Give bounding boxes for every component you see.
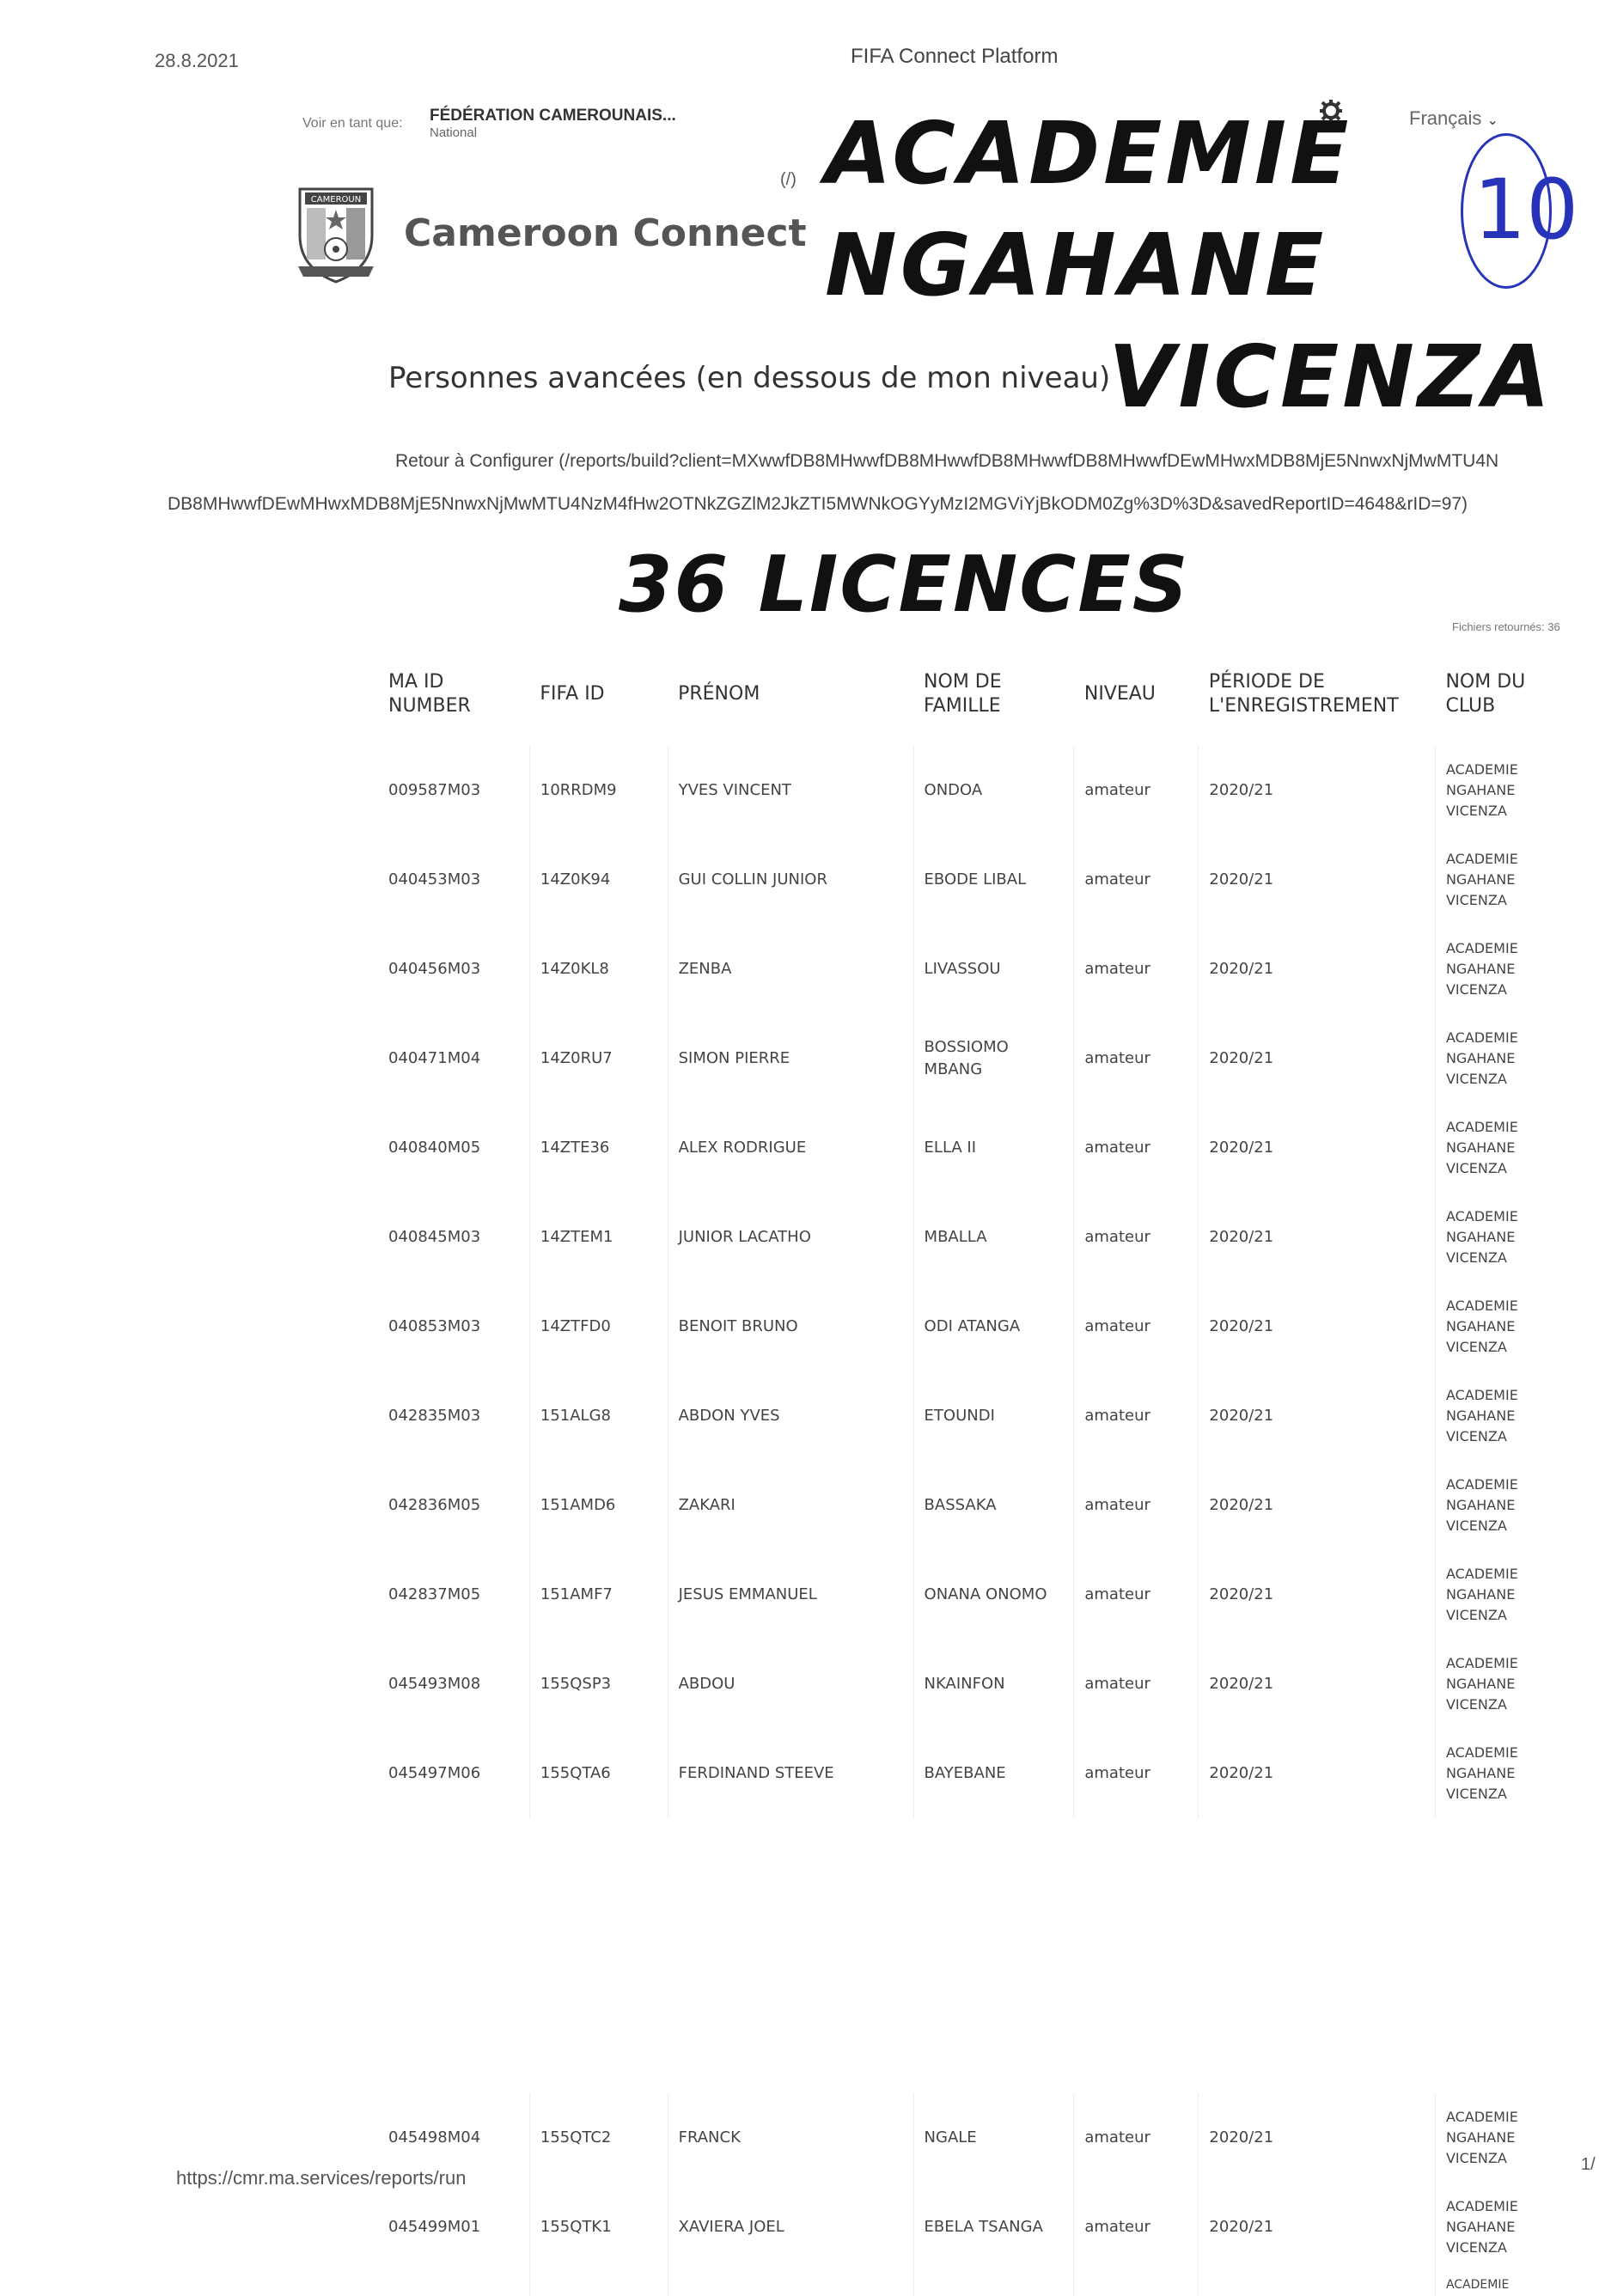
empty-cell [913, 2272, 1074, 2296]
col-last-name[interactable]: NOM DE FAMILLE [924, 671, 1002, 717]
club-name-cell: ACADEMIE NGAHANE VICENZA [1435, 2093, 1538, 2183]
footer-url: https://cmr.ma.services/reports/run [176, 2167, 467, 2189]
table-row [378, 1193, 1538, 1282]
fifa-id-cell: 14ZTE36 [529, 1103, 668, 1193]
col-ma-id[interactable]: MA ID NUMBER [388, 671, 471, 717]
period-cell: 2020/21 [1199, 1014, 1436, 1103]
ma-id-cell: 042835M03 [388, 1407, 481, 1425]
col-level[interactable]: NIVEAU [1083, 683, 1156, 705]
fifa-id-cell: 155QTA6 [529, 1729, 668, 1818]
view-as-label: Voir en tant que: [302, 116, 403, 131]
club-name-cell: ACADEMIE NGAHANE VICENZA [1435, 1014, 1538, 1103]
fifa-id-cell: 10RRDM9 [529, 746, 668, 835]
table-row [378, 1640, 1538, 1729]
club-name-cell: ACADEMIE NGAHANE VICENZA [1435, 746, 1538, 835]
ma-id-cell: 009587M03 [388, 781, 481, 799]
last-name-cell: MBALLA [913, 1193, 1074, 1282]
ma-id-cell: 045497M06 [388, 1764, 481, 1782]
club-name-cell: ACADEMIE NGAHANE VICENZA [1435, 1282, 1538, 1371]
period-cell: 2020/21 [1199, 1103, 1436, 1193]
last-name-cell: NKAINFON [913, 1640, 1074, 1729]
club-name-cell: ACADEMIE NGAHANE VICENZA [1435, 1461, 1538, 1550]
fifa-id-cell: 151ALG8 [529, 1371, 668, 1461]
chevron-down-icon: ⌄ [1486, 113, 1498, 128]
level-cell: amateur [1074, 1550, 1199, 1640]
ma-id-cell: 040845M03 [388, 1228, 481, 1246]
club-name-cell: ACADEMIE NGAHANE VICENZA [1435, 1640, 1538, 1729]
fifa-id-cell: 14Z0RU7 [529, 1014, 668, 1103]
empty-cell [1199, 2272, 1436, 2296]
level-cell: amateur [1074, 1103, 1199, 1193]
last-name-cell: NGALE [913, 2093, 1074, 2183]
period-cell: 2020/21 [1199, 835, 1436, 925]
fifa-id-cell: 155QTK1 [529, 2183, 668, 2272]
fifa-id-cell: 14Z0KL8 [529, 925, 668, 1014]
ma-id-cell: 042836M05 [388, 1496, 481, 1514]
period-cell: 2020/21 [1199, 2093, 1436, 2183]
club-name-cell: ACADEMIE NGAHANE VICENZA [1435, 1550, 1538, 1640]
circled-number-text: 10 [1474, 162, 1579, 258]
table-row [378, 1282, 1538, 1371]
results-count: Fichiers retournés: 36 [1452, 620, 1560, 633]
table-row [378, 1550, 1538, 1640]
first-name-cell: ABDON YVES [668, 1371, 913, 1461]
last-name-cell: EBODE LIBAL [913, 835, 1074, 925]
federation-level: National [430, 125, 478, 140]
fifa-id-cell: 151AMD6 [529, 1461, 668, 1550]
level-cell: amateur [1074, 835, 1199, 925]
table-row [378, 746, 1538, 835]
table-header-row [378, 643, 1538, 746]
level-cell: amateur [1074, 1461, 1199, 1550]
last-name-cell: ONANA ONOMO [913, 1550, 1074, 1640]
table-row [378, 925, 1538, 1014]
print-date: 28.8.2021 [155, 50, 239, 71]
first-name-cell: SIMON PIERRE [668, 1014, 913, 1103]
col-registration-period[interactable]: PÉRIODE DE L'ENREGISTREMENT [1208, 671, 1399, 717]
platform-title: FIFA Connect Platform [851, 45, 1059, 68]
table-row [378, 1014, 1538, 1103]
club-name-cell: ACADEMIE NGAHANE VICENZA [1435, 835, 1538, 925]
period-cell: 2020/21 [1199, 1282, 1436, 1371]
report-table [378, 643, 1538, 2296]
table-row [378, 1461, 1538, 1550]
period-cell: 2020/21 [1199, 1193, 1436, 1282]
back-to-configure-link-continued[interactable]: DB8MHwwfDEwMHwxMDB8MjE5NnwxNjMwMTU4NzM4fHw2OTNkZGZlM2JkZTI5MWNkOGYyMzI2MGViYjBkODM0Zg%3D%3D&savedReportID=4648&rID=97) [168, 494, 1468, 514]
level-cell: amateur [1074, 1640, 1199, 1729]
last-name-cell: LIVASSOU [913, 925, 1074, 1014]
page-break-gap [378, 1818, 1538, 2093]
ma-id-cell: 040456M03 [388, 960, 481, 978]
last-name-cell: ELLA II [913, 1103, 1074, 1193]
first-name-cell: FERDINAND STEEVE [668, 1729, 913, 1818]
first-name-cell: YVES VINCENT [668, 746, 913, 835]
empty-cell [668, 2272, 913, 2296]
fifa-id-cell: 14Z0K94 [529, 835, 668, 925]
last-name-cell: ONDOA [913, 746, 1074, 835]
period-cell: 2020/21 [1199, 1729, 1436, 1818]
first-name-cell: ZAKARI [668, 1461, 913, 1550]
col-first-name[interactable]: PRÉNOM [678, 683, 760, 705]
last-name-cell: ODI ATANGA [913, 1282, 1074, 1371]
fifa-id-cell: 14ZTEM1 [529, 1193, 668, 1282]
first-name-cell: JUNIOR LACATHO [668, 1193, 913, 1282]
level-cell: amateur [1074, 1014, 1199, 1103]
first-name-cell: BENOIT BRUNO [668, 1282, 913, 1371]
club-name-cell: ACADEMIE NGAHANE VICENZA [1435, 1193, 1538, 1282]
empty-cell [378, 2272, 529, 2296]
col-fifa-id[interactable]: FIFA ID [540, 683, 605, 705]
handwritten-academy-line3: VICENZA [1108, 327, 1553, 427]
level-cell: amateur [1074, 1193, 1199, 1282]
last-name-cell: BAYEBANE [913, 1729, 1074, 1818]
first-name-cell: GUI COLLIN JUNIOR [668, 835, 913, 925]
fifa-id-cell: 151AMF7 [529, 1550, 668, 1640]
first-name-cell: XAVIERA JOEL [668, 2183, 913, 2272]
first-name-cell: ABDOU [668, 1640, 913, 1729]
level-cell: amateur [1074, 746, 1199, 835]
ma-id-cell: 045493M08 [388, 1675, 481, 1693]
club-name-cell: ACADEMIE [1435, 2272, 1538, 2296]
fifa-id-cell: 155QTC2 [529, 2093, 668, 2183]
language-select[interactable] [1409, 107, 1498, 130]
page-title: Personnes avancées (en dessous de mon niveau) [388, 361, 1111, 395]
club-name-cell: ACADEMIE NGAHANE VICENZA [1435, 1371, 1538, 1461]
level-cell: amateur [1074, 2093, 1199, 2183]
table-row [378, 835, 1538, 925]
empty-cell [529, 2272, 668, 2296]
level-cell: amateur [1074, 1729, 1199, 1818]
ma-id-cell: 040853M03 [388, 1317, 481, 1335]
table-row [378, 1103, 1538, 1193]
period-cell: 2020/21 [1199, 1550, 1436, 1640]
first-name-cell: ZENBA [668, 925, 913, 1014]
period-cell: 2020/21 [1199, 1640, 1436, 1729]
table-row-partial [378, 2272, 1538, 2296]
period-cell: 2020/21 [1199, 1371, 1436, 1461]
period-cell: 2020/21 [1199, 1461, 1436, 1550]
ma-id-cell: 040453M03 [388, 870, 481, 888]
club-name-cell: ACADEMIE NGAHANE VICENZA [1435, 925, 1538, 1014]
logo-text: CAMEROUN [310, 195, 362, 205]
cameroon-crest-logo [295, 182, 377, 285]
level-cell: amateur [1074, 1371, 1199, 1461]
last-name-cell: BOSSIOMO MBANG [913, 1014, 1074, 1103]
table-row [378, 2183, 1538, 2272]
empty-cell [1074, 2272, 1199, 2296]
federation-selector[interactable]: FÉDÉRATION CAMEROUNAIS... [430, 107, 676, 125]
fifa-id-cell: 155QSP3 [529, 1640, 668, 1729]
ma-id-cell: 042837M05 [388, 1585, 481, 1603]
level-cell: amateur [1074, 1282, 1199, 1371]
period-cell: 2020/21 [1199, 2183, 1436, 2272]
table-row [378, 2093, 1538, 2183]
ma-id-cell: 045499M01 [388, 2218, 481, 2236]
language-label: Français [1409, 107, 1482, 129]
table-row [378, 1729, 1538, 1818]
fifa-id-cell: 14ZTFD0 [529, 1282, 668, 1371]
handwritten-academy-line1: ACADEMIE [825, 103, 1352, 204]
club-name-cell: ACADEMIE NGAHANE VICENZA [1435, 1729, 1538, 1818]
level-cell: amateur [1074, 2183, 1199, 2272]
last-name-cell: EBELA TSANGA [913, 2183, 1074, 2272]
club-name-cell: ACADEMIE NGAHANE VICENZA [1435, 1103, 1538, 1193]
footer-page-number: 1/ [1581, 2155, 1596, 2174]
breadcrumb[interactable]: (/) [780, 170, 796, 189]
handwritten-licence-count: 36 LICENCES [619, 540, 1190, 630]
period-cell: 2020/21 [1199, 746, 1436, 835]
first-name-cell: FRANCK [668, 2093, 913, 2183]
first-name-cell: ALEX RODRIGUE [668, 1103, 913, 1193]
ma-id-cell: 045498M04 [388, 2128, 481, 2146]
handwritten-academy-line2: NGAHANE [825, 215, 1327, 315]
ma-id-cell: 040471M04 [388, 1049, 481, 1067]
table-row [378, 1371, 1538, 1461]
last-name-cell: ETOUNDI [913, 1371, 1074, 1461]
first-name-cell: JESUS EMMANUEL [668, 1550, 913, 1640]
level-cell: amateur [1074, 925, 1199, 1014]
back-to-configure-link[interactable]: Retour à Configurer (/reports/build?client=MXwwfDB8MHwwfDB8MHwwfDB8MHwwfDB8MHwwfDEwMHwxMDB8MjE5NnwxNjMwMTU4N [395, 451, 1499, 471]
page-break-cell [378, 1818, 1538, 2093]
app-title: Cameroon Connect [404, 211, 807, 255]
period-cell: 2020/21 [1199, 925, 1436, 1014]
ma-id-cell: 040840M05 [388, 1139, 481, 1157]
circled-number [1461, 133, 1579, 289]
col-club-name[interactable]: NOM DU CLUB [1445, 671, 1526, 717]
last-name-cell: BASSAKA [913, 1461, 1074, 1550]
club-name-cell: ACADEMIE NGAHANE VICENZA [1435, 2183, 1538, 2272]
